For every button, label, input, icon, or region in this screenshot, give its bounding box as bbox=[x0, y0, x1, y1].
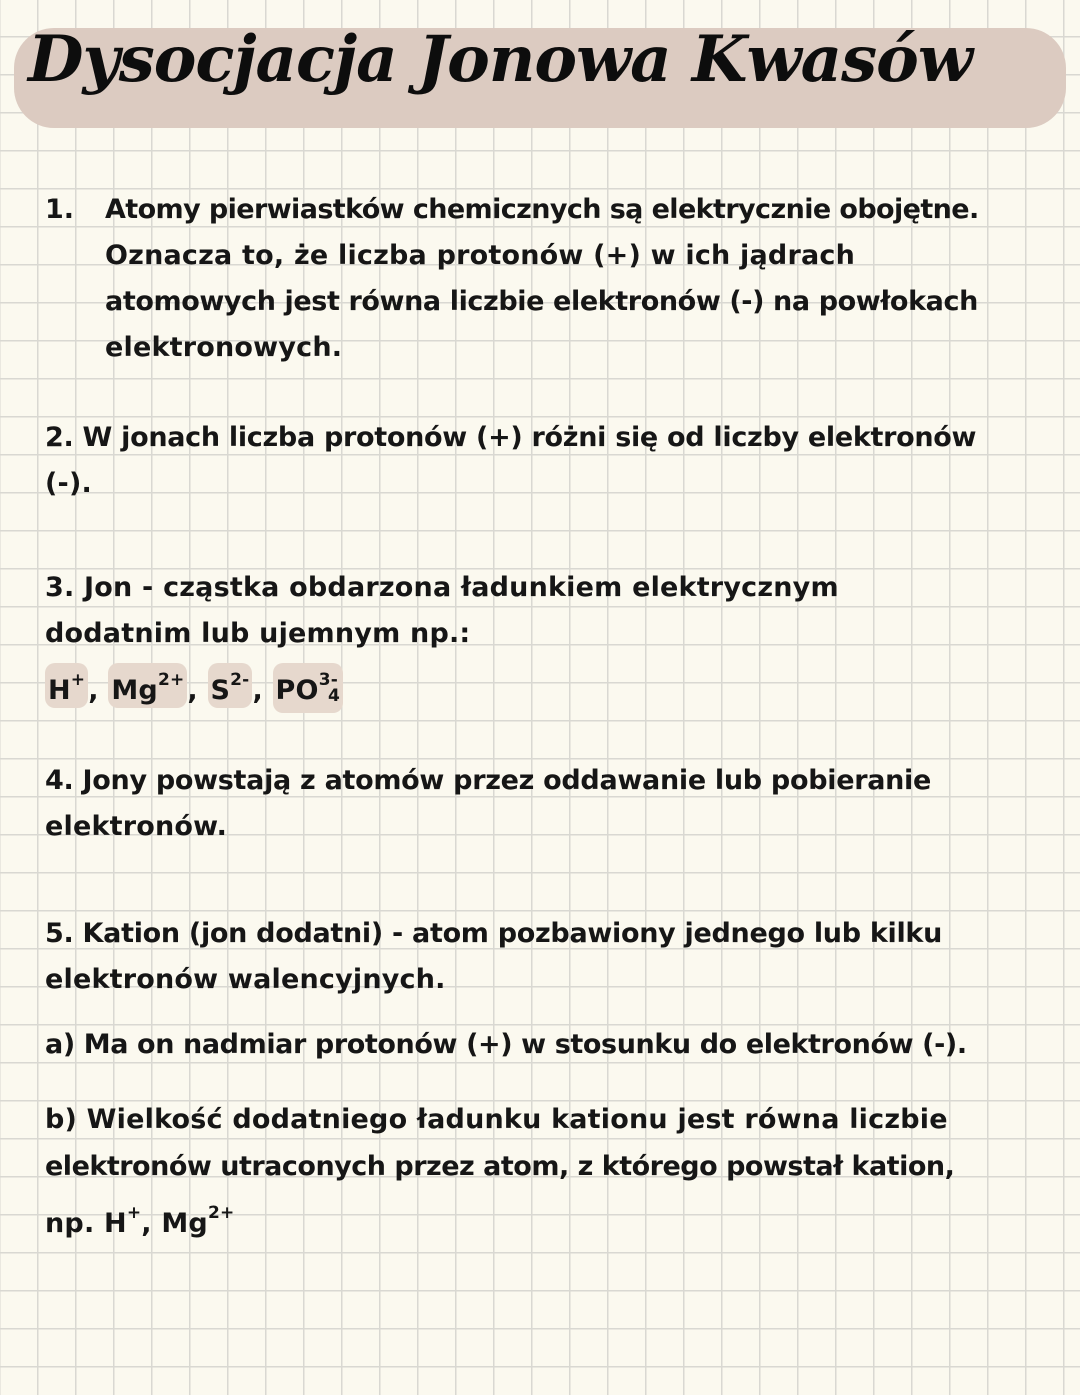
item-5-line: elektronów walencyjnych. bbox=[45, 964, 446, 995]
item-1-number: 1. bbox=[45, 194, 75, 225]
item-1-line: elektronowych. bbox=[105, 332, 343, 363]
item-1-line: Atomy pierwiastków chemicznych są elektrycznie obojętne. bbox=[105, 194, 979, 225]
item-5a-line: a) Ma on nadmiar protonów (+) w stosunku do elektronów (-). bbox=[45, 1029, 967, 1060]
page-title: Dysocjacja Jonowa Kwasów bbox=[28, 22, 972, 97]
item-5b-line: b) Wielkość dodatniego ładunku kationu jest równa liczbie bbox=[45, 1104, 948, 1135]
item-4-line: elektronów. bbox=[45, 811, 228, 842]
item-1-line: atomowych jest równa liczbie elektronów (-) na powłokach bbox=[105, 286, 978, 317]
item-3-line: dodatnim lub ujemnym np.: bbox=[45, 618, 471, 649]
ion-hydrogen: H+ bbox=[104, 1203, 142, 1239]
ion-sulfide: $S^{2-}$ bbox=[208, 663, 253, 708]
ion-magnesium: $Mg^{2+}$ bbox=[108, 663, 187, 708]
item-4-line: 4. Jony powstają z atomów przez oddawanie lub pobieranie bbox=[45, 765, 932, 796]
item-3-ions: H+ , $Mg^{2+}$ , $S^{2-}$ , $PO^{3-}_4$ bbox=[45, 663, 343, 713]
ion-phosphate: $PO^{3-}_4$ bbox=[273, 663, 343, 713]
item-2-line: 2. W jonach liczba protonów (+) różni się od liczby elektronów bbox=[45, 422, 977, 453]
item-5-line: 5. Kation (jon dodatni) - atom pozbawiony jednego lub kilku bbox=[45, 918, 943, 949]
ion-hydrogen: H+ bbox=[45, 663, 88, 708]
item-2-line: (-). bbox=[45, 468, 92, 499]
ion-magnesium: $Mg^{2+}$ bbox=[161, 1203, 235, 1239]
item-5b-line: elektronów utraconych przez atom, z którego powstał kation, bbox=[45, 1151, 955, 1182]
item-1-line: Oznacza to, że liczba protonów (+) w ich jądrach bbox=[105, 240, 856, 271]
item-5b-example: np. H+, $Mg^{2+}$ bbox=[45, 1203, 235, 1239]
item-3-line: 3. Jon - cząstka obdarzona ładunkiem elektrycznym bbox=[45, 572, 839, 603]
